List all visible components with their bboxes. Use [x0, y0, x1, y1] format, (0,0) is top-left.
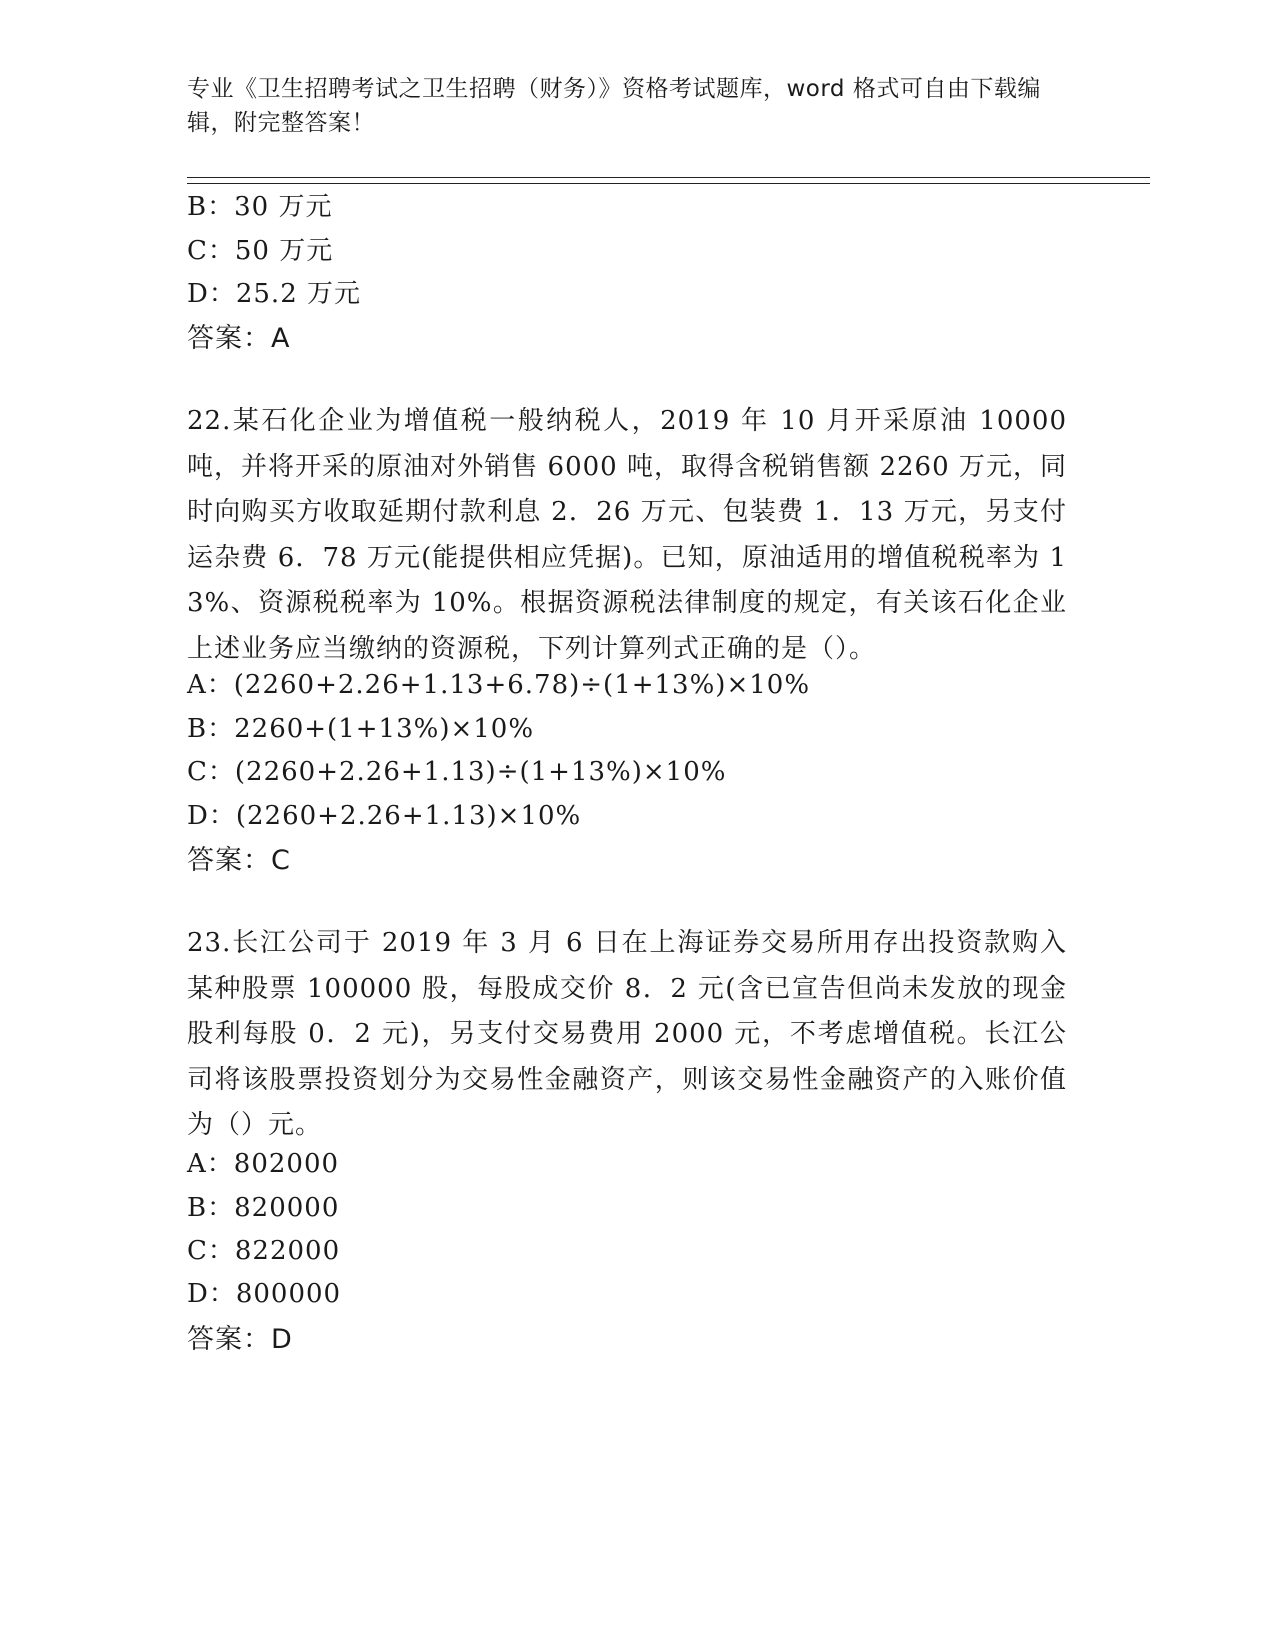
- question-22-option-d: D：(2260+2.26+1.13)×10%: [187, 801, 582, 831]
- document-header: 专业《卫生招聘考试之卫生招聘（财务）》资格考试题库，word 格式可自由下载编辑，附完整答案！: [187, 76, 1041, 136]
- document-body: [187, 0, 1067, 1650]
- question-23-option-d: D：800000: [187, 1279, 342, 1309]
- question-23-option-c: C：822000: [187, 1236, 341, 1266]
- option-b: B：30 万元: [187, 192, 333, 222]
- question-23-option-b: B：820000: [187, 1193, 340, 1223]
- question-23-answer: 答案：D: [187, 1324, 293, 1355]
- answer-line: 答案：A: [187, 323, 291, 354]
- question-22-option-b: B：2260+(1+13%)×10%: [187, 714, 535, 744]
- question-22-option-c: C：(2260+2.26+1.13)÷(1+13%)×10%: [187, 757, 727, 787]
- question-22-stem: 22.某石化企业为增值税一般纳税人，2019 年 10 月开采原油 10000 吨，并将开采的原油对外销售 6000 吨，取得含税销售额 2260 万元，同时向购买方收取延期付款利息 2．26 万元、包装费 1．13 万元，另支付运杂费 6．78 万元(能提供相应凭据)。已知，原油适用的增值税税率为 13%、资源税税率为 10%。根据资源税法律制度的规定，有关该石化企业上述业务应当缴纳的资源税，下列计算列式正确的是（）。: [187, 406, 1067, 664]
- question-22-option-a: A：(2260+2.26+1.13+6.78)÷(1+13%)×10%: [187, 670, 811, 700]
- option-c: C：50 万元: [187, 236, 334, 266]
- question-23-stem: 23.长江公司于 2019 年 3 月 6 日在上海证券交易所用存出投资款购入某种股票 100000 股，每股成交价 8．2 元(含已宣告但尚未发放的现金股利每股 0．2 元)，另支付交易费用 2000 元，不考虑增值税。长江公司将该股票投资划分为交易性金融资产，则该交易性金融资产的入账价值为（）元。: [187, 928, 1067, 1140]
- option-d: D：25.2 万元: [187, 279, 362, 309]
- question-22-answer: 答案：C: [187, 845, 291, 876]
- question-23-option-a: A：802000: [187, 1149, 340, 1179]
